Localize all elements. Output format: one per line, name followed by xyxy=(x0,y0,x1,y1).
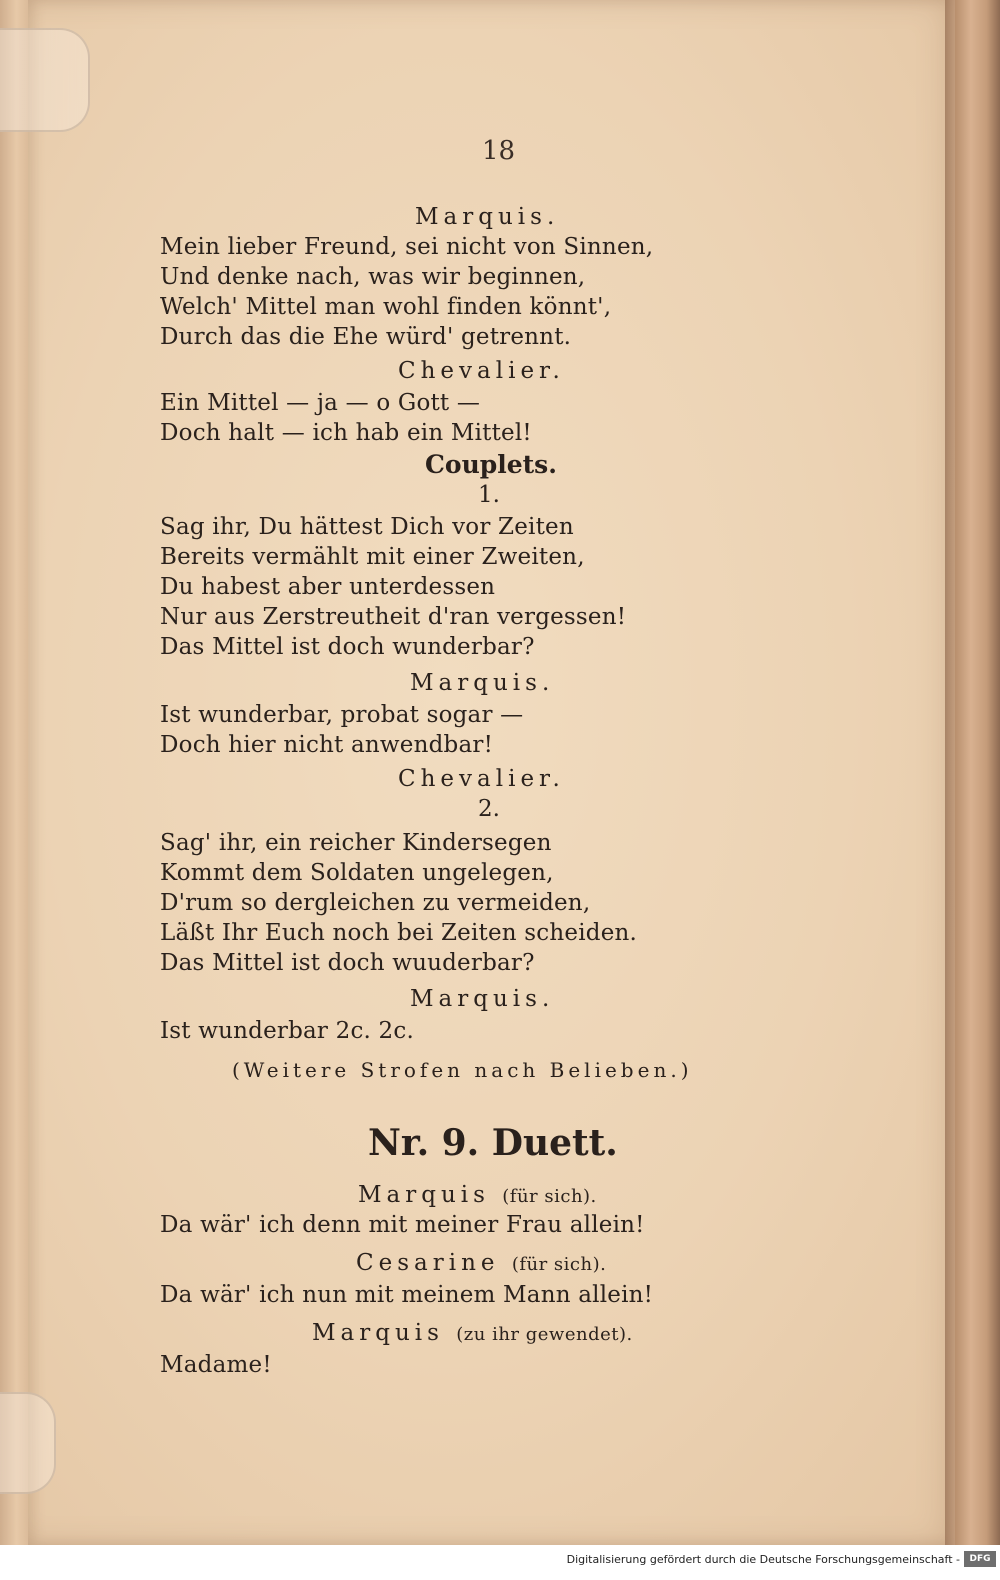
funding-note: Digitalisierung gefördert durch die Deutsche Forschungsgemeinschaft - xyxy=(566,1553,960,1566)
text-line: Durch das die Ehe würd' getrennt. xyxy=(160,324,572,350)
text-line: Sag ihr, Du hättest Dich vor Zeiten xyxy=(160,514,574,540)
text-line: D'rum so dergleichen zu vermeiden, xyxy=(160,890,591,916)
speaker-aside: (für sich). xyxy=(502,1186,597,1207)
glass-clip-bottom xyxy=(0,1392,56,1494)
text-line: Welch' Mittel man wohl finden könnt', xyxy=(160,294,612,320)
left-page-strip xyxy=(0,0,30,1545)
speaker-name: Marquis xyxy=(358,1182,490,1208)
speaker-aside: (zu ihr gewendet). xyxy=(456,1324,633,1345)
dfg-logo: DFG xyxy=(964,1551,996,1567)
text-line: Das Mittel ist doch wunderbar? xyxy=(160,634,535,660)
speaker-label: Marquis. xyxy=(415,204,560,230)
number-title: Nr. 9. Duett. xyxy=(368,1122,618,1164)
speaker-label: Chevalier. xyxy=(398,766,565,792)
text-line: Kommt dem Soldaten ungelegen, xyxy=(160,860,554,886)
speaker-label xyxy=(358,1182,597,1208)
text-line: Nur aus Zerstreutheit d'ran vergessen! xyxy=(160,604,627,630)
verse-number: 1. xyxy=(478,482,500,508)
text-line: Du habest aber unterdessen xyxy=(160,574,496,600)
text-line: Bereits vermählt mit einer Zweiten, xyxy=(160,544,585,570)
text-line: Mein lieber Freund, sei nicht von Sinnen, xyxy=(160,234,654,260)
speaker-label: Chevalier. xyxy=(398,358,565,384)
speaker-name: Marquis xyxy=(312,1320,444,1346)
text-line: Und denke nach, was wir beginnen, xyxy=(160,264,586,290)
section-heading: Couplets. xyxy=(425,450,557,479)
speaker-name: Cesarine xyxy=(356,1250,500,1276)
text-line: Ist wunderbar 2c. 2c. xyxy=(160,1018,414,1044)
text-line: Ein Mittel — ja — o Gott — xyxy=(160,390,481,416)
speaker-aside: (für sich). xyxy=(511,1254,607,1275)
text-line: Sag' ihr, ein reicher Kindersegen xyxy=(160,830,552,856)
speaker-label xyxy=(312,1320,633,1346)
page-edge xyxy=(955,0,1000,1545)
speaker-label: Marquis. xyxy=(410,670,555,696)
text-line: Da wär' ich nun mit meinem Mann allein! xyxy=(160,1282,654,1308)
text-line: Läßt Ihr Euch noch bei Zeiten scheiden. xyxy=(160,920,638,946)
speaker-label: Marquis. xyxy=(410,986,555,1012)
text-line: Doch halt — ich hab ein Mittel! xyxy=(160,420,532,446)
text-line: Da wär' ich denn mit meiner Frau allein! xyxy=(160,1212,645,1238)
verse-number: 2. xyxy=(478,796,500,822)
speaker-label xyxy=(356,1250,606,1276)
glass-clip-top xyxy=(0,28,90,132)
stage-direction: (Weitere Strofen nach Belieben.) xyxy=(232,1058,693,1082)
text-line: Das Mittel ist doch wuuderbar? xyxy=(160,950,535,976)
page-number: 18 xyxy=(482,136,516,166)
text-line: Madame! xyxy=(160,1352,272,1378)
text-line: Ist wunderbar, probat sogar — xyxy=(160,702,524,728)
text-line: Doch hier nicht anwendbar! xyxy=(160,732,494,758)
